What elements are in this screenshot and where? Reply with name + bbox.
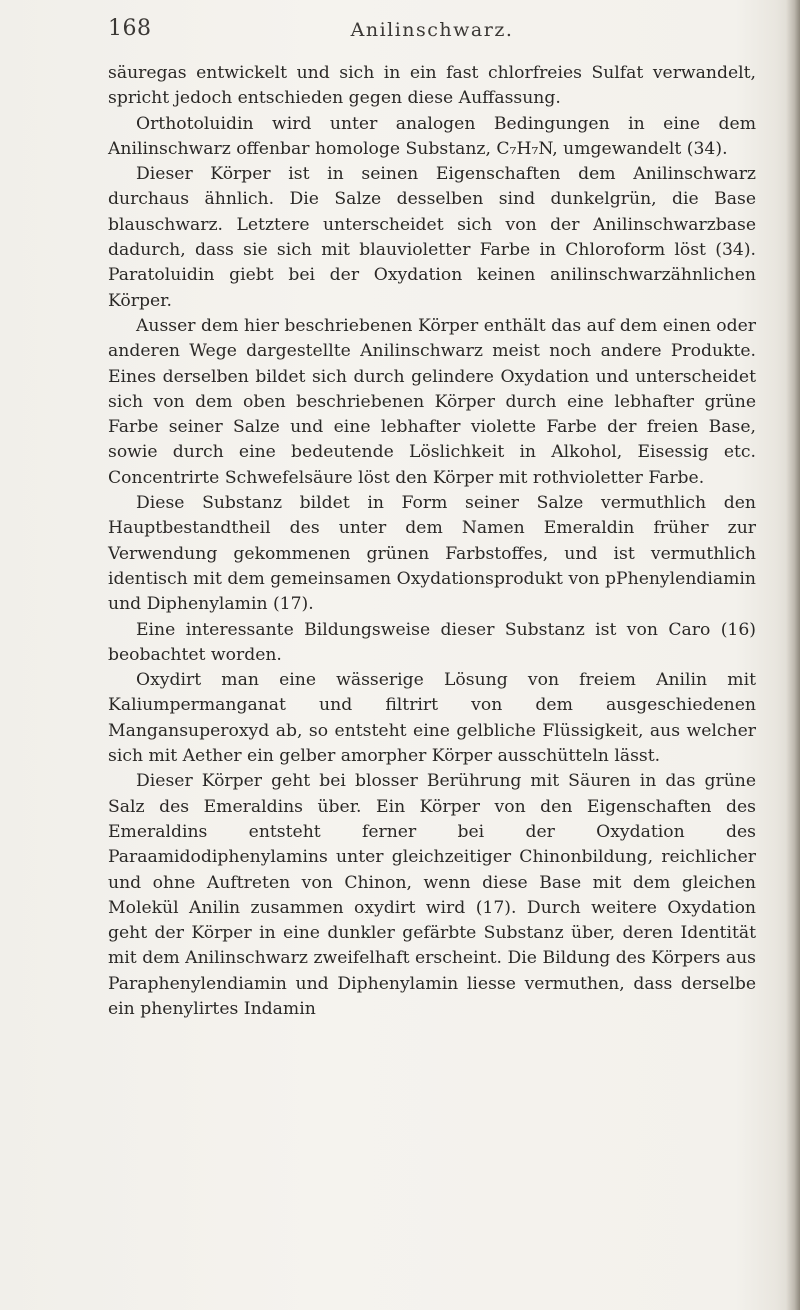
body-text [108, 61, 756, 1022]
paragraph: Oxydirt man eine wässerige Lösung von freiem Anilin mit Kaliumpermanganat und filtrirt von dem ausgeschiedenen Mangansuperoxyd ab, so entsteht eine gelbliche Flüssigkeit, aus welcher sich mit Aether ein gelber amorpher Körper ausschütteln lässt. [108, 670, 756, 767]
paragraph: säuregas entwickelt und sich in ein fast chlorfreies Sulfat verwandelt, spricht jedoch entschieden gegen diese Auffassung. [108, 63, 756, 109]
page-header [108, 16, 756, 48]
page-binding-edge [786, 0, 800, 1310]
paragraph: Dieser Körper geht bei blosser Berührung mit Säuren in das grüne Salz des Emeraldins über. Ein Körper von den Eigenschaften des Emeraldins entsteht ferner bei der Oxydation des Paraamidodiphenylamins unter gleichzeitiger Chinonbildung, reichlicher und ohne Auftreten von Chinon, wenn diese Base mit dem gleichen Molekül Anilin zusammen oxydirt wird (17). Durch weitere Oxydation geht der Körper in eine dunkler gefärbte Substanz über, deren Identität mit dem Anilinschwarz zweifelhaft erscheint. Die Bildung des Körpers aus Paraphenylendiamin und Diphenylamin liesse vermuthen, dass derselbe ein phenylirtes Indamin [108, 771, 756, 1019]
paragraph: Dieser Körper ist in seinen Eigenschaften dem Anilinschwarz durchaus ähnlich. Die Salze desselben sind dunkelgrün, die Base blauschwarz. Letztere unterscheidet sich von der Anilinschwarzbase dadurch, dass sie sich mit blauvioletter Farbe in Chloroform löst (34). Paratoluidin giebt bei der Oxydation keinen anilinschwarzähnlichen Körper. [108, 164, 756, 311]
running-head: Anilinschwarz. [350, 19, 514, 41]
paragraph: Eine interessante Bildungsweise dieser Substanz ist von Caro (16) beobachtet worden. [108, 619, 756, 665]
paragraph: Ausser dem hier beschriebenen Körper enthält das auf dem einen oder anderen Wege dargestellte Anilinschwarz meist noch andere Produkte. Eines derselben bildet sich durch gelindere Oxydation und unterscheidet sich von dem oben beschriebenen Körper durch eine lebhafter grüne Farbe seiner Salze und eine lebhafter violette Farbe der freien Base, sowie durch eine bedeutende Löslichkeit in Alkohol, Eisessig etc. Concentrirte Schwefelsäure löst den Körper mit rothvioletter Farbe. [108, 315, 756, 488]
paragraph: Orthotoluidin wird unter analogen Bedingungen in eine dem Anilinschwarz offenbar homologe Substanz, C₇H₇N, umgewandelt (34). [108, 113, 756, 159]
page-number: 168 [108, 16, 152, 41]
paragraph: Diese Substanz bildet in Form seiner Salze vermuthlich den Hauptbestandtheil des unter dem Namen Emeraldin früher zur Verwendung gekommenen grünen Farbstoffes, und ist vermuthlich identisch mit dem gemeinsamen Oxydationsprodukt von pPhenylendiamin und Diphenylamin (17). [108, 493, 756, 615]
